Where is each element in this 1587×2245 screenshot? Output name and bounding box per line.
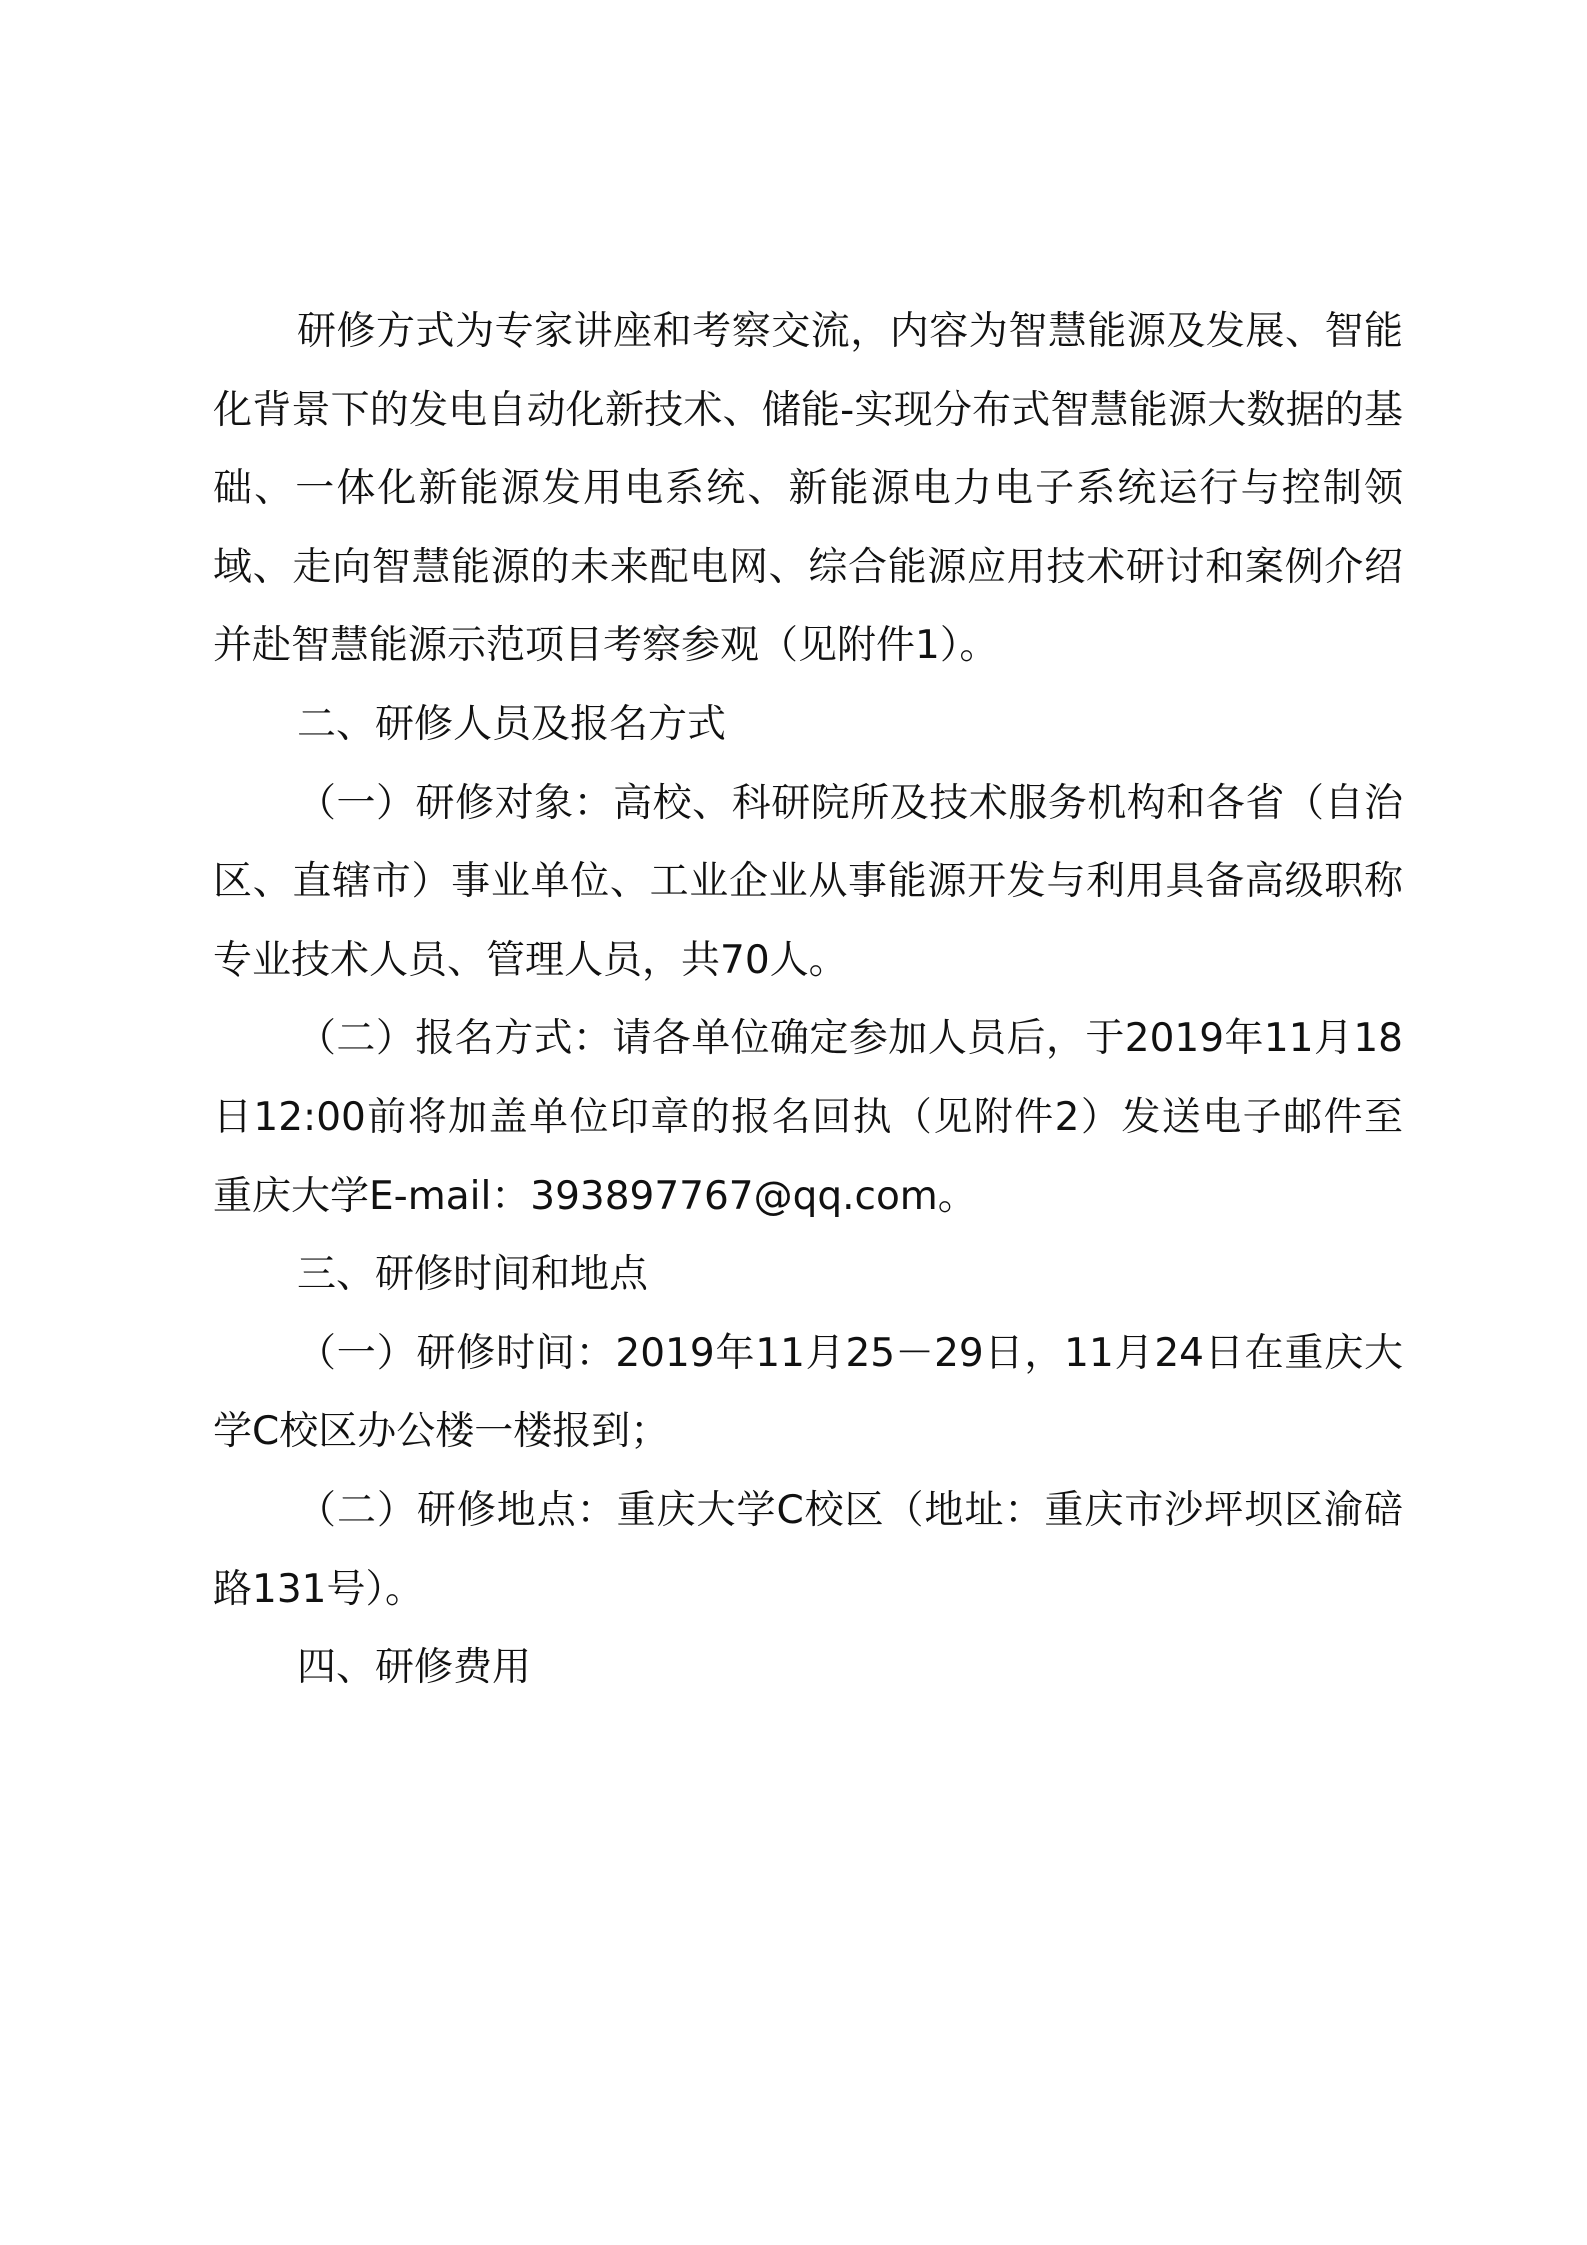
document-body — [213, 293, 1403, 1708]
paragraph-training-time: （一）研修时间：2019年11月25－29日，11月24日在重庆大学C校区办公楼一楼报到； — [213, 1330, 1403, 1455]
heading-training-fees: 四、研修费用 — [297, 1645, 532, 1691]
paragraph-training-location: （二）研修地点：重庆大学C校区（地址：重庆市沙坪坝区渝碚路131号）。 — [213, 1487, 1403, 1612]
paragraph-training-method: 研修方式为专家讲座和考察交流，内容为智慧能源及发展、智能化背景下的发电自动化新技术、储能-实现分布式智慧能源大数据的基础、一体化新能源发用电系统、新能源电力电子系统运行与控制领域、走向智慧能源的未来配电网、综合能源应用技术研讨和案例介绍并赴智慧能源示范项目考察参观（见附件1）。 — [213, 309, 1403, 669]
paragraph-training-target: （一）研修对象：高校、科研院所及技术服务机构和各省（自治区、直辖市）事业单位、工业企业从事能源开发与利用具备高级职称专业技术人员、管理人员，共70人。 — [213, 780, 1403, 983]
paragraph-registration-method: （二）报名方式：请各单位确定参加人员后，于2019年11月18日12:00前将加盖单位印章的报名回执（见附件2）发送电子邮件至重庆大学E-mail：393897767@qq.com。 — [213, 1016, 1403, 1219]
heading-participants-registration: 二、研修人员及报名方式 — [297, 701, 727, 747]
heading-time-location: 三、研修时间和地点 — [297, 1252, 649, 1298]
